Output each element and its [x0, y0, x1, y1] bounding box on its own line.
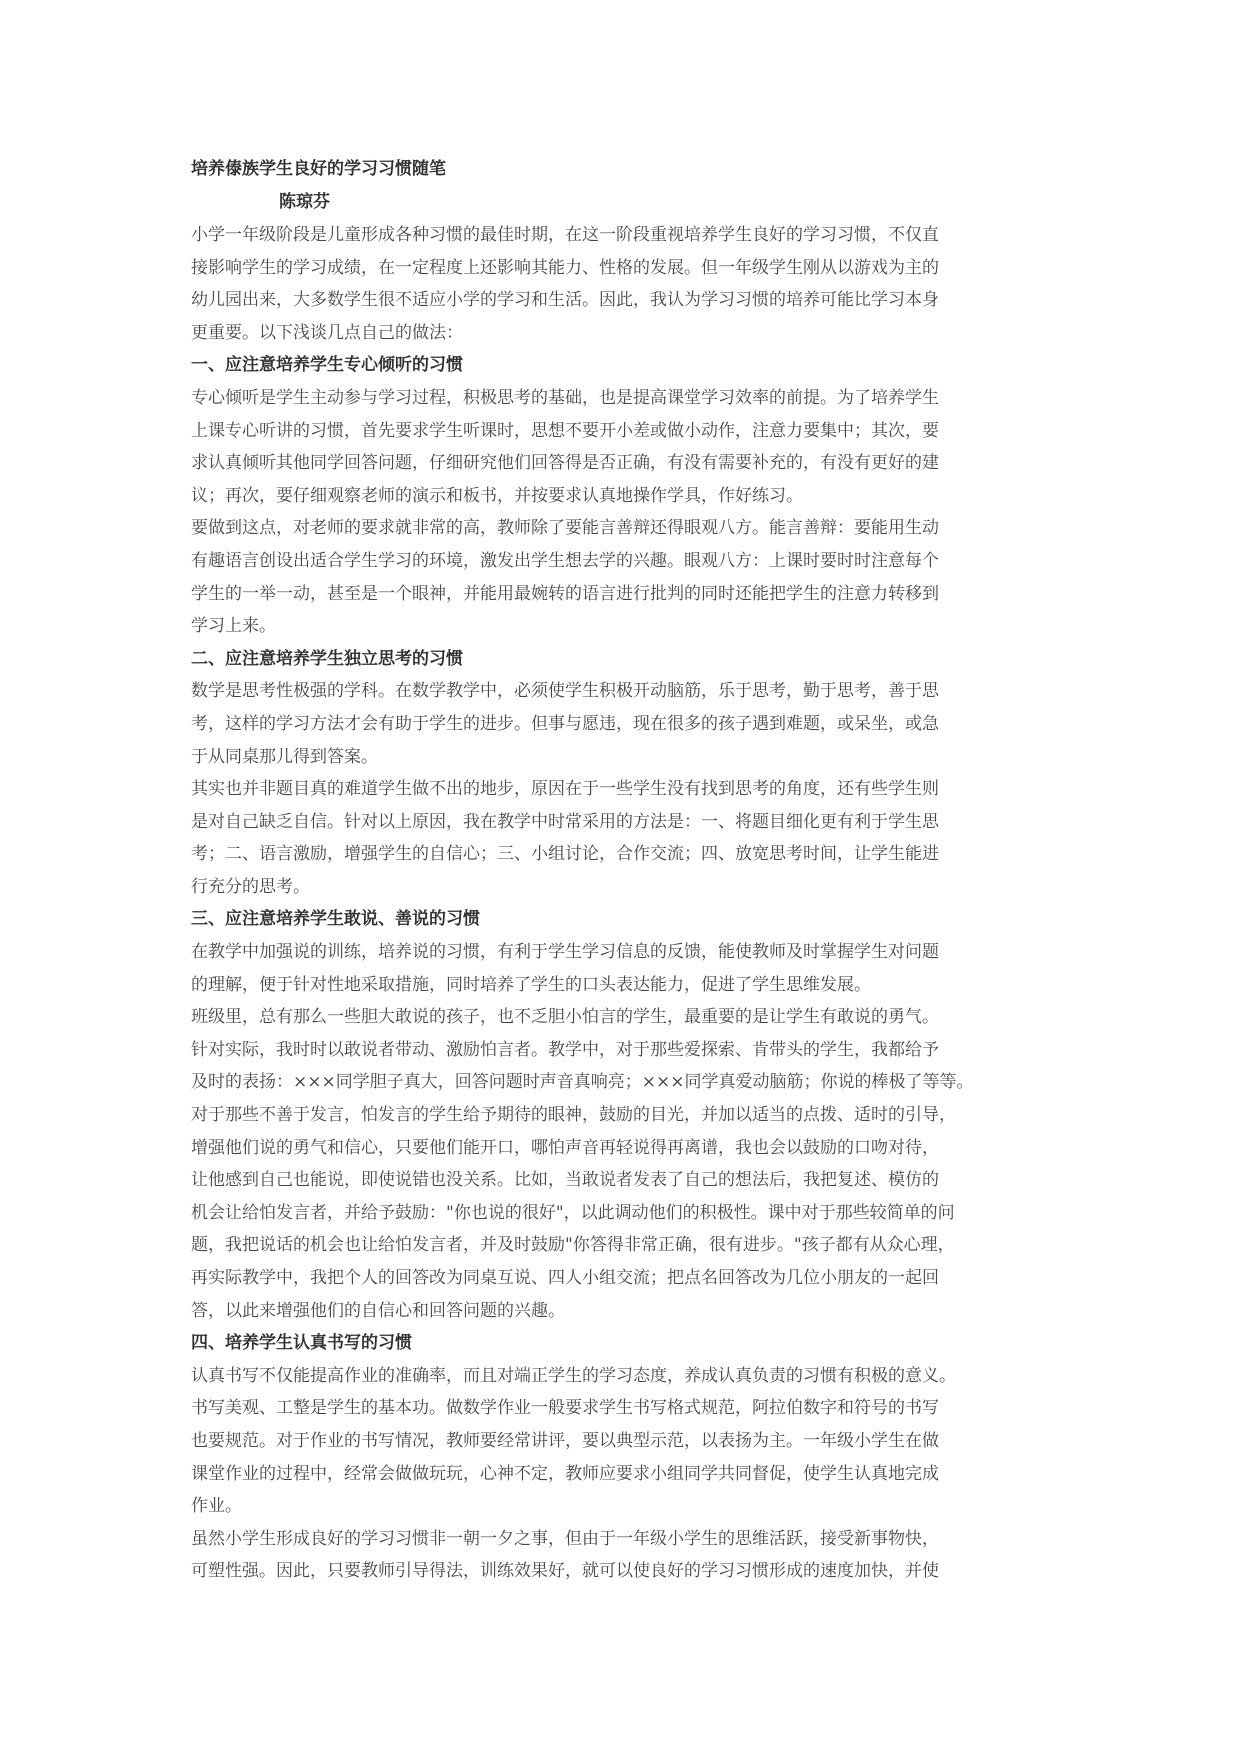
paragraph-line: 于从同桌那儿得到答案。: [191, 746, 378, 767]
paragraph-line: 认真书写不仅能提高作业的准确率，而且对端正学生的学习态度，养成认真负责的习惯有积极的意义。: [191, 1365, 956, 1386]
paragraph-line: 针对实际，我时时以敢说者带动、激励怕言者。教学中，对于那些爱探索、肯带头的学生，我都给予: [191, 1039, 939, 1060]
paragraph: [191, 936, 1023, 1001]
paragraph-line: 在教学中加强说的训练，培养说的习惯，有利于学生学习信息的反馈，能使教师及时掌握学生对问题: [191, 942, 939, 963]
paragraph-line: 数学是思考性极强的学科。在数学教学中，必须使学生积极开动脑筋，乐于思考，勤于思考，善于思: [191, 681, 939, 702]
paragraph-line: 考，这样的学习方法才会有助于学生的进步。但事与愿违，现在很多的孩子遇到难题，或呆坐，或急: [191, 713, 939, 734]
paragraph: [191, 382, 1023, 512]
section-heading: 二、应注意培养学生独立思考的习惯: [191, 648, 463, 669]
document-body: [191, 219, 1023, 1588]
document-title: 培养傣族学生良好的学习习惯随笔: [191, 159, 446, 179]
section-heading: 三、应注意培养学生敢说、善说的习惯: [191, 909, 480, 930]
paragraph-line: 的理解，便于针对性地采取措施，同时培养了学生的口头表达能力，促进了学生思维发展。: [191, 974, 871, 995]
paragraph-line: 考；二、语言激励，增强学生的自信心；三、小组讨论，合作交流；四、放宽思考时间，让学生能进: [191, 844, 939, 865]
paragraph-line: 其实也并非题目真的难道学生做不出的地步，原因在于一些学生没有找到思考的角度，还有些学生则: [191, 779, 939, 800]
paragraph-line: 学习上来。: [191, 616, 276, 637]
paragraph-line: 增强他们说的勇气和信心，只要他们能开口，哪怕声音再轻说得再离谱，我也会以鼓励的口吻对待，: [191, 1137, 939, 1158]
paragraph-line: 有趣语言创设出适合学生学习的环境，激发出学生想去学的兴趣。眼观八方：上课时要时时注意每个: [191, 550, 939, 571]
paragraph-line: 课堂作业的过程中，经常会做做玩玩，心神不定，教师应要求小组同学共同督促，使学生认真地完成: [191, 1463, 939, 1484]
section-heading: 一、应注意培养学生专心倾听的习惯: [191, 355, 463, 376]
paragraph-line: 求认真倾听其他同学回答问题，仔细研究他们回答得是否正确，有没有需要补充的，有没有更好的建: [191, 453, 939, 474]
paragraph-line: 可塑性强。因此，只要教师引导得法，训练效果好，就可以使良好的学习习惯形成的速度加快，并使: [191, 1561, 939, 1582]
paragraph: [191, 219, 1023, 349]
paragraph-line: 班级里，总有那么一些胆大敢说的孩子，也不乏胆小怕言的学生，最重要的是让学生有敢说的勇气。: [191, 1007, 939, 1028]
document-page: [191, 153, 1023, 1588]
paragraph-line: 书写美观、工整是学生的基本功。做数学作业一般要求学生书写格式规范，阿拉伯数字和符号的书写: [191, 1398, 939, 1419]
paragraph: [191, 773, 1023, 903]
paragraph: [191, 1523, 1023, 1588]
paragraph-line: 更重要。以下浅谈几点自己的做法：: [191, 322, 463, 343]
paragraph-line: 行充分的思考。: [191, 876, 310, 897]
paragraph-line: 是对自己缺乏自信。针对以上原因，我在教学中时常采用的方法是：一、将题目细化更有利于学生思: [191, 811, 939, 832]
paragraph-line: 虽然小学生形成良好的学习习惯非一朝一夕之事，但由于一年级小学生的思维活跃，接受新事物快，: [191, 1528, 939, 1549]
paragraph-line: 及时的表扬：×××同学胆子真大，回答问题时声音真响亮；×××同学真爱动脑筋；你说的棒极了等等。: [191, 1072, 974, 1093]
section-heading: 四、培养学生认真书写的习惯: [191, 1333, 412, 1354]
paragraph-line: 小学一年级阶段是儿童形成各种习惯的最佳时期，在这一阶段重视培养学生良好的学习习惯，不仅直: [191, 225, 939, 245]
paragraph-line: 也要规范。对于作业的书写情况，教师要经常讲评，要以典型示范，以表扬为主。一年级小学生在做: [191, 1430, 939, 1451]
paragraph-line: 专心倾听是学生主动参与学习过程，积极思考的基础，也是提高课堂学习效率的前提。为了培养学生: [191, 387, 939, 408]
paragraph-line: 对于那些不善于发言，怕发言的学生给予期待的眼神，鼓励的目光，并加以适当的点拨、适时的引导，: [191, 1105, 956, 1126]
paragraph-line: 题，我把说话的机会也让给怕发言者，并及时鼓励"你答得非常正确，很有进步。"孩子都有从众心理，: [191, 1235, 955, 1256]
paragraph: [191, 675, 1023, 773]
paragraph: [191, 512, 1023, 642]
document-author: 陈琼芬: [279, 192, 330, 212]
paragraph-line: 幼儿园出来，大多数学生很不适应小学的学习和生活。因此，我认为学习习惯的培养可能比学习本身: [191, 290, 939, 311]
paragraph-line: 让他感到自己也能说，即使说错也没关系。比如，当敢说者发表了自己的想法后，我把复述、模仿的: [191, 1170, 939, 1191]
paragraph-line: 上课专心听讲的习惯，首先要求学生听课时，思想不要开小差或做小动作，注意力要集中；其次，要: [191, 420, 939, 441]
paragraph-line: 答，以此来增强他们的自信心和回答问题的兴趣。: [191, 1300, 565, 1321]
paragraph-line: 接影响学生的学习成绩，在一定程度上还影响其能力、性格的发展。但一年级学生刚从以游戏为主的: [191, 257, 939, 278]
paragraph-line: 机会让给怕发言者，并给予鼓励："你也说的很好"，以此调动他们的积极性。课中对于那些较简单的问: [191, 1202, 955, 1223]
paragraph-line: 作业。: [191, 1496, 242, 1517]
paragraph: [191, 1001, 1023, 1327]
paragraph-line: 再实际教学中，我把个人的回答改为同桌互说、四人小组交流；把点名回答改为几位小朋友的一起回: [191, 1268, 939, 1288]
paragraph: [191, 1360, 1023, 1523]
paragraph-line: 要做到这点，对老师的要求就非常的高，教师除了要能言善辩还得眼观八方。能言善辩：要能用生动: [191, 518, 939, 539]
paragraph-line: 学生的一举一动，甚至是一个眼神，并能用最婉转的语言进行批判的同时还能把学生的注意力转移到: [191, 583, 939, 604]
paragraph-line: 议；再次，要仔细观察老师的演示和板书，并按要求认真地操作学具，作好练习。: [191, 485, 803, 506]
